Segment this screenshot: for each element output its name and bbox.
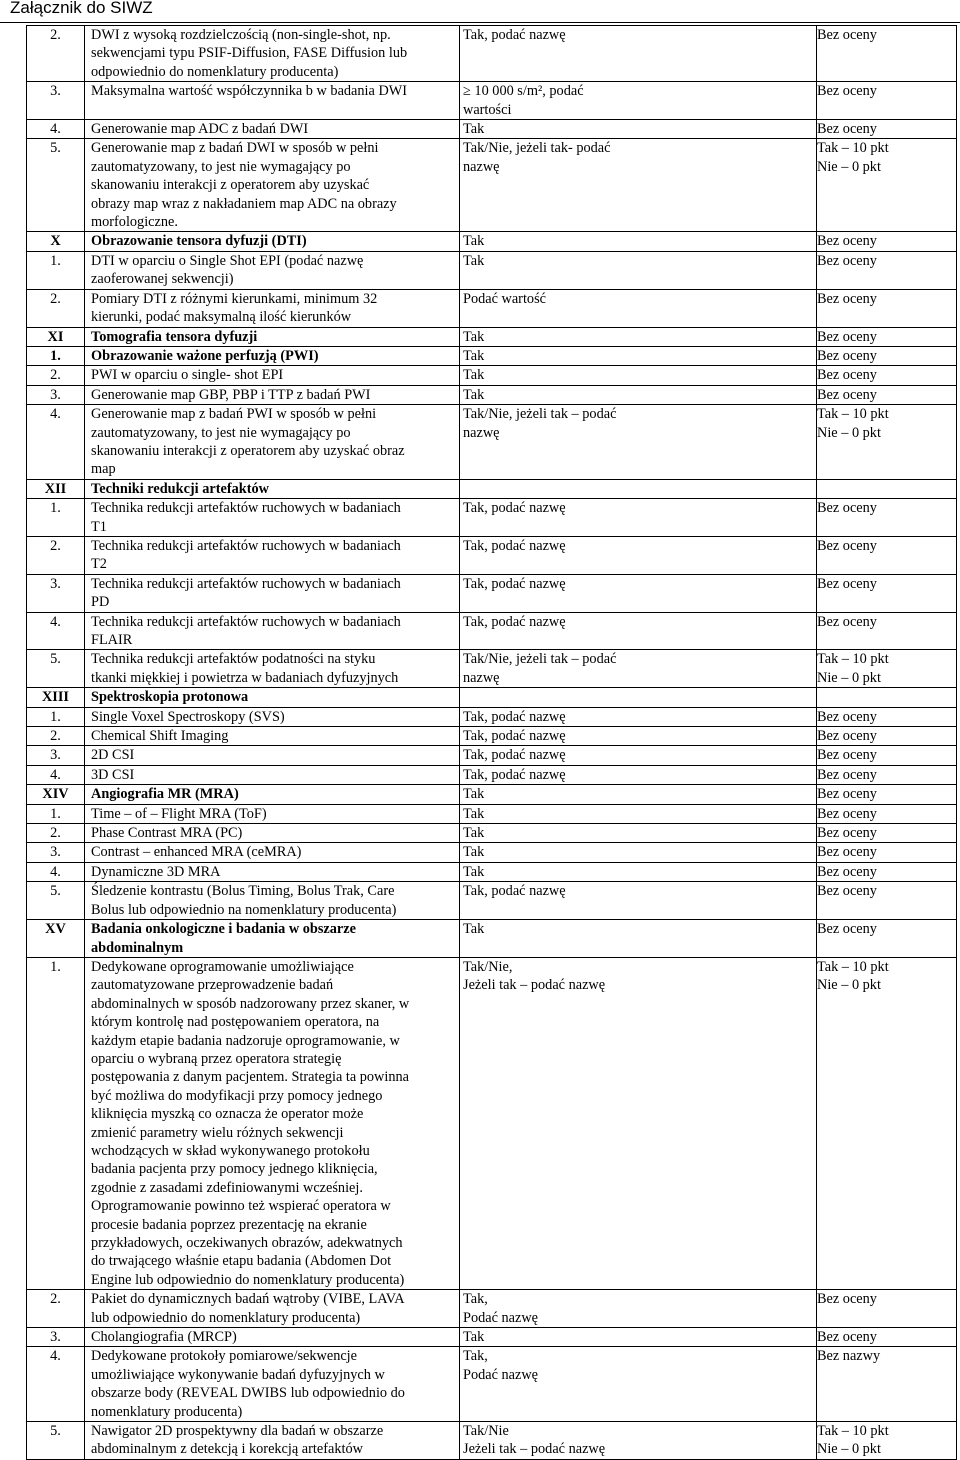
row-description: Badania onkologiczne i badania w obszarze abdominalnym (85, 920, 460, 958)
row-answer: Tak/Nie, jeżeli tak – podać nazwę (460, 650, 817, 688)
row-answer: Tak, podać nazwę (460, 882, 817, 920)
row-description: Spektroskopia protonowa (85, 688, 460, 707)
table-row (27, 824, 957, 843)
row-description: Obrazowanie ważone perfuzją (PWI) (85, 346, 460, 365)
row-score: Tak – 10 pkt Nie – 0 pkt (817, 405, 957, 480)
row-number: 2. (27, 26, 85, 82)
row-score: Bez oceny (817, 327, 957, 346)
row-score: Bez oceny (817, 232, 957, 251)
row-description: DTI w oparciu o Single Shot EPI (podać nazwę zaoferowanej sekwencji) (85, 251, 460, 289)
table-row (27, 1347, 957, 1422)
table-row (27, 499, 957, 537)
row-answer: Tak (460, 920, 817, 958)
row-score: Tak – 10 pkt Nie – 0 pkt (817, 139, 957, 232)
row-answer: Tak, podać nazwę (460, 707, 817, 726)
row-score: Bez oceny (817, 120, 957, 139)
table-row (27, 385, 957, 404)
row-description: Cholangiografia (MRCP) (85, 1328, 460, 1347)
row-number: 5. (27, 650, 85, 688)
section-row (27, 920, 957, 958)
table-row (27, 120, 957, 139)
row-description: Maksymalna wartość współczynnika b w badania DWI (85, 82, 460, 120)
row-description: Pomiary DTI z różnymi kierunkami, minimum 32 kierunki, podać maksymalną ilość kierunków (85, 289, 460, 327)
row-number: 3. (27, 385, 85, 404)
row-number: 1. (27, 346, 85, 365)
row-number: 2. (27, 824, 85, 843)
section-row (27, 479, 957, 498)
table-row (27, 536, 957, 574)
row-description: Single Voxel Spectroskopy (SVS) (85, 707, 460, 726)
row-answer: Tak (460, 785, 817, 804)
row-number: 1. (27, 251, 85, 289)
row-score (817, 479, 957, 498)
row-score: Bez oceny (817, 804, 957, 823)
row-number: XIV (27, 785, 85, 804)
row-number: 2. (27, 536, 85, 574)
table-row (27, 707, 957, 726)
row-answer: Tak, podać nazwę (460, 727, 817, 746)
row-score: Bez oceny (817, 612, 957, 650)
row-number: X (27, 232, 85, 251)
section-row (27, 327, 957, 346)
row-score: Tak – 10 pkt Nie – 0 pkt (817, 1422, 957, 1460)
row-score: Bez oceny (817, 385, 957, 404)
table-row (27, 765, 957, 784)
row-answer (460, 688, 817, 707)
table-row (27, 727, 957, 746)
row-answer: Tak (460, 251, 817, 289)
row-score: Bez oceny (817, 499, 957, 537)
header-divider (0, 22, 960, 23)
table-row (27, 650, 957, 688)
row-score (817, 688, 957, 707)
row-answer: Tak/Nie, jeżeli tak- podać nazwę (460, 139, 817, 232)
row-number: 1. (27, 707, 85, 726)
row-answer: Tak (460, 843, 817, 862)
row-number: 2. (27, 366, 85, 385)
row-number: 1. (27, 499, 85, 537)
row-answer: Tak, podać nazwę (460, 574, 817, 612)
row-score: Bez oceny (817, 26, 957, 82)
row-description: Dedykowane oprogramowanie umożliwiające zautomatyzowane przeprowadzenie badań abdominalnych w sposób nadzorowany przez skaner, w którym kontrolę nad postępowaniem operatora, na każdym etapie badania nadzoruje oprogramowanie, w oparciu o wybraną przez operatora strategię postępowania z danym pacjentem. Strategia ta powinna być możliwa do modyfikacji przy pomocy jednego kliknięcia myszką co oznacza że operator może zmienić parametry wielu różnych sekwencji wchodzących w skład wykonywanego protokołu badania pacjenta przy pomocy jednego kliknięcia, zgodnie z zasadami zdefiniowanymi wcześniej. Oprogramowanie powinno też wspierać operatora w procesie badania poprzez prezentację na ekranie przykładowych, oczekiwanych obrazów, adekwatnych do trwającego właśnie etapu badania (Abdomen Dot Engine lub odpowiednio do nomenklatury producenta) (85, 957, 460, 1289)
row-score: Tak – 10 pkt Nie – 0 pkt (817, 650, 957, 688)
table-row (27, 1328, 957, 1347)
row-number: 4. (27, 612, 85, 650)
table-row (27, 82, 957, 120)
row-answer: ≥ 10 000 s/m², podać wartości (460, 82, 817, 120)
section-row (27, 785, 957, 804)
table-row (27, 574, 957, 612)
row-description: Time – of – Flight MRA (ToF) (85, 804, 460, 823)
row-answer: Tak (460, 862, 817, 881)
row-score: Bez nazwy (817, 1347, 957, 1422)
table-row (27, 366, 957, 385)
row-score: Bez oceny (817, 824, 957, 843)
table-row (27, 139, 957, 232)
row-description: Technika redukcji artefaktów ruchowych w badaniach FLAIR (85, 612, 460, 650)
row-number: XIII (27, 688, 85, 707)
table-row (27, 26, 957, 82)
row-answer: Tak, Podać nazwę (460, 1290, 817, 1328)
row-description: Pakiet do dynamicznych badań wątroby (VIBE, LAVA lub odpowiednio do nomenklatury producenta) (85, 1290, 460, 1328)
row-description: Angiografia MR (MRA) (85, 785, 460, 804)
row-description: Techniki redukcji artefaktów (85, 479, 460, 498)
row-number: 5. (27, 882, 85, 920)
row-description: Technika redukcji artefaktów ruchowych w badaniach T2 (85, 536, 460, 574)
row-score: Bez oceny (817, 785, 957, 804)
row-answer: Tak, podać nazwę (460, 499, 817, 537)
row-score: Bez oceny (817, 574, 957, 612)
section-row (27, 688, 957, 707)
row-number: 2. (27, 1290, 85, 1328)
row-answer: Tak (460, 327, 817, 346)
row-score: Bez oceny (817, 765, 957, 784)
table-row (27, 746, 957, 765)
table-row (27, 804, 957, 823)
row-answer: Tak, podać nazwę (460, 26, 817, 82)
table-row (27, 289, 957, 327)
row-description: Generowanie map ADC z badań DWI (85, 120, 460, 139)
table-row (27, 405, 957, 480)
row-score: Bez oceny (817, 536, 957, 574)
row-description: DWI z wysoką rozdzielczością (non-single-shot, np. sekwencjami typu PSIF-Diffusion, FASE Diffusion lub odpowiednio do nomenklatury producenta) (85, 26, 460, 82)
row-answer: Tak (460, 120, 817, 139)
row-answer: Podać wartość (460, 289, 817, 327)
row-score: Bez oceny (817, 366, 957, 385)
row-score: Tak – 10 pkt Nie – 0 pkt (817, 957, 957, 1289)
row-score: Bez oceny (817, 707, 957, 726)
row-description: Chemical Shift Imaging (85, 727, 460, 746)
row-number: 4. (27, 405, 85, 480)
row-score: Bez oceny (817, 251, 957, 289)
row-number: 3. (27, 574, 85, 612)
row-answer: Tak/Nie Jeżeli tak – podać nazwę (460, 1422, 817, 1460)
row-score: Bez oceny (817, 727, 957, 746)
table-row (27, 612, 957, 650)
row-answer (460, 479, 817, 498)
section-row (27, 346, 957, 365)
row-number: XII (27, 479, 85, 498)
row-description: Dedykowane protokoły pomiarowe/sekwencje umożliwiające wykonywanie badań dyfuzyjnych w obszarze body (REVEAL DWIBS lub odpowiednio do nomenklatury producenta) (85, 1347, 460, 1422)
section-row (27, 232, 957, 251)
row-description: Nawigator 2D prospektywny dla badań w obszarze abdominalnym z detekcją i korekcją artefaktów (85, 1422, 460, 1460)
row-description: Dynamiczne 3D MRA (85, 862, 460, 881)
row-number: 3. (27, 843, 85, 862)
row-number: 4. (27, 1347, 85, 1422)
row-answer: Tak (460, 804, 817, 823)
row-description: 2D CSI (85, 746, 460, 765)
row-number: 5. (27, 1422, 85, 1460)
row-answer: Tak (460, 232, 817, 251)
row-description: PWI w oparciu o single- shot EPI (85, 366, 460, 385)
row-answer: Tak/Nie, Jeżeli tak – podać nazwę (460, 957, 817, 1289)
row-score: Bez oceny (817, 882, 957, 920)
row-description: Contrast – enhanced MRA (ceMRA) (85, 843, 460, 862)
row-answer: Tak, podać nazwę (460, 612, 817, 650)
row-answer: Tak (460, 346, 817, 365)
row-number: 2. (27, 289, 85, 327)
row-score: Bez oceny (817, 1328, 957, 1347)
row-answer: Tak, podać nazwę (460, 536, 817, 574)
row-description: Technika redukcji artefaktów podatności na styku tkanki miękkiej i powietrza w badaniach dyfuzyjnych (85, 650, 460, 688)
row-description: Obrazowanie tensora dyfuzji (DTI) (85, 232, 460, 251)
table-row (27, 1290, 957, 1328)
row-description: Phase Contrast MRA (PC) (85, 824, 460, 843)
table-row (27, 957, 957, 1289)
table-row (27, 843, 957, 862)
row-description: Śledzenie kontrastu (Bolus Timing, Bolus Trak, Care Bolus lub odpowiednio na nomenklatury producenta) (85, 882, 460, 920)
row-description: 3D CSI (85, 765, 460, 784)
row-number: 4. (27, 862, 85, 881)
table-row (27, 1422, 957, 1460)
row-number: 4. (27, 120, 85, 139)
row-number: 3. (27, 82, 85, 120)
row-number: 4. (27, 765, 85, 784)
row-score: Bez oceny (817, 82, 957, 120)
row-number: 3. (27, 1328, 85, 1347)
row-number: 1. (27, 957, 85, 1289)
table-row (27, 862, 957, 881)
row-answer: Tak, podać nazwę (460, 746, 817, 765)
row-number: 3. (27, 746, 85, 765)
row-description: Generowanie map z badań DWI w sposób w pełni zautomatyzowany, to jest nie wymagający po skanowaniu interakcji z operatorem aby uzyskać obrazy map wraz z nakładaniem map ADC na obrazy morfologiczne. (85, 139, 460, 232)
row-answer: Tak (460, 366, 817, 385)
page-title: Załącznik do SIWZ (10, 0, 153, 17)
row-answer: Tak (460, 824, 817, 843)
row-score: Bez oceny (817, 746, 957, 765)
row-number: 1. (27, 804, 85, 823)
row-answer: Tak (460, 385, 817, 404)
specification-table (26, 25, 957, 1460)
row-score: Bez oceny (817, 843, 957, 862)
row-answer: Tak, Podać nazwę (460, 1347, 817, 1422)
row-description: Technika redukcji artefaktów ruchowych w badaniach PD (85, 574, 460, 612)
row-number: XV (27, 920, 85, 958)
row-score: Bez oceny (817, 1290, 957, 1328)
row-number: 2. (27, 727, 85, 746)
row-score: Bez oceny (817, 920, 957, 958)
row-description: Generowanie map GBP, PBP i TTP z badań PWI (85, 385, 460, 404)
row-number: 5. (27, 139, 85, 232)
row-score: Bez oceny (817, 862, 957, 881)
row-description: Generowanie map z badań PWI w sposób w pełni zautomatyzowany, to jest nie wymagający po skanowaniu interakcji z operatorem aby uzyskać obraz map (85, 405, 460, 480)
table-row (27, 882, 957, 920)
row-description: Technika redukcji artefaktów ruchowych w badaniach T1 (85, 499, 460, 537)
row-description: Tomografia tensora dyfuzji (85, 327, 460, 346)
row-answer: Tak, podać nazwę (460, 765, 817, 784)
row-score: Bez oceny (817, 289, 957, 327)
table-row (27, 251, 957, 289)
row-score: Bez oceny (817, 346, 957, 365)
row-answer: Tak/Nie, jeżeli tak – podać nazwę (460, 405, 817, 480)
row-number: XI (27, 327, 85, 346)
row-answer: Tak (460, 1328, 817, 1347)
